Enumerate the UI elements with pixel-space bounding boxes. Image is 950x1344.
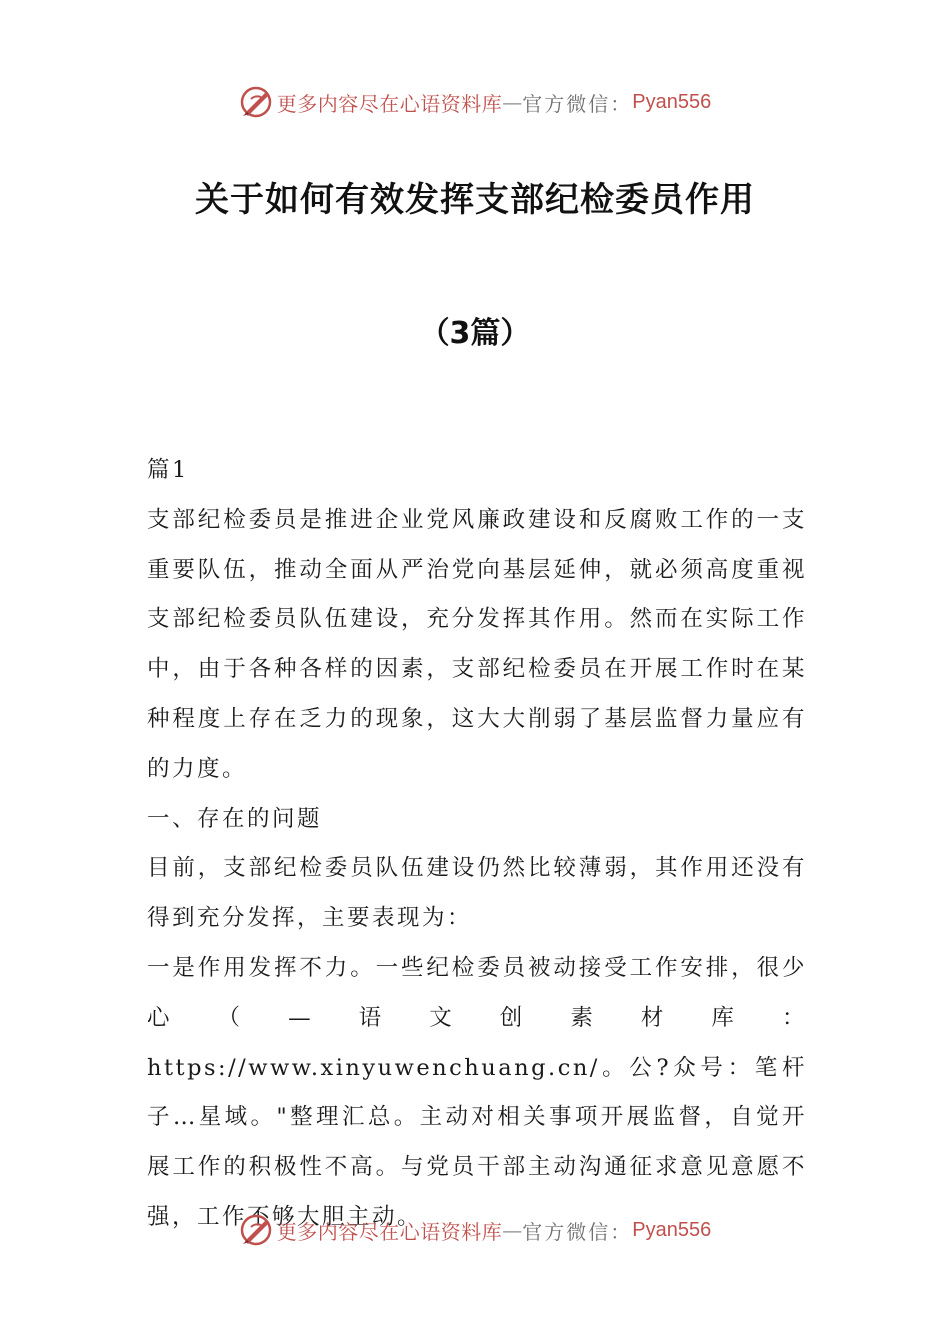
document-title: 关于如何有效发挥支部纪检委员作用 bbox=[195, 180, 755, 220]
watermark-wechat-id: Pyan556 bbox=[632, 90, 712, 113]
document-body bbox=[147, 446, 807, 1243]
watermark-official-label: 官方微信： bbox=[522, 91, 633, 116]
watermark-separator: — bbox=[502, 1218, 523, 1242]
section-label: 篇1 bbox=[147, 457, 189, 483]
section-heading: 一、存在的问题 bbox=[147, 805, 323, 832]
body-paragraph: 支部纪检委员是推进企业党风廉政建设和反腐败工作的一支重要队伍，推动全面从严治党向基层延伸，就必须高度重视支部纪检委员队伍建设，充分发挥其作用。然而在实际工作中，由于各种各样的因素，支部纪检委员在开展工作时在某种程度上存在乏力的现象，这大大削弱了基层监督力量应有的力度。 bbox=[147, 506, 807, 782]
body-paragraph: 一是作用发挥不力。一些纪检委员被动接受工作安排，很少心（—语文创素材库：https://www.xinyuwenchuang.cn/。公?众号：笔杆子…星域。"整理汇总。主动对相关事项开展监督，自觉开展工作的积极性不高。与党员干部主动沟通征求意见意愿不强，工作不够大胆主动。 bbox=[147, 954, 807, 1230]
watermark-separator: — bbox=[502, 90, 523, 114]
watermark-brand-text: 更多内容尽在心语资料库 bbox=[276, 91, 503, 116]
pen-logo-icon bbox=[239, 1213, 273, 1247]
document-subtitle: （3篇） bbox=[419, 316, 531, 351]
watermark-official-label: 官方微信： bbox=[522, 1219, 633, 1244]
body-paragraph: 目前，支部纪检委员队伍建设仍然比较薄弱，其作用还没有得到充分发挥，主要表现为： bbox=[147, 855, 807, 932]
watermark-wechat-id: Pyan556 bbox=[632, 1218, 712, 1241]
pen-logo-icon bbox=[239, 85, 273, 119]
header-watermark bbox=[0, 82, 950, 122]
watermark-brand-text: 更多内容尽在心语资料库 bbox=[276, 1219, 503, 1244]
footer-watermark bbox=[0, 1210, 950, 1250]
